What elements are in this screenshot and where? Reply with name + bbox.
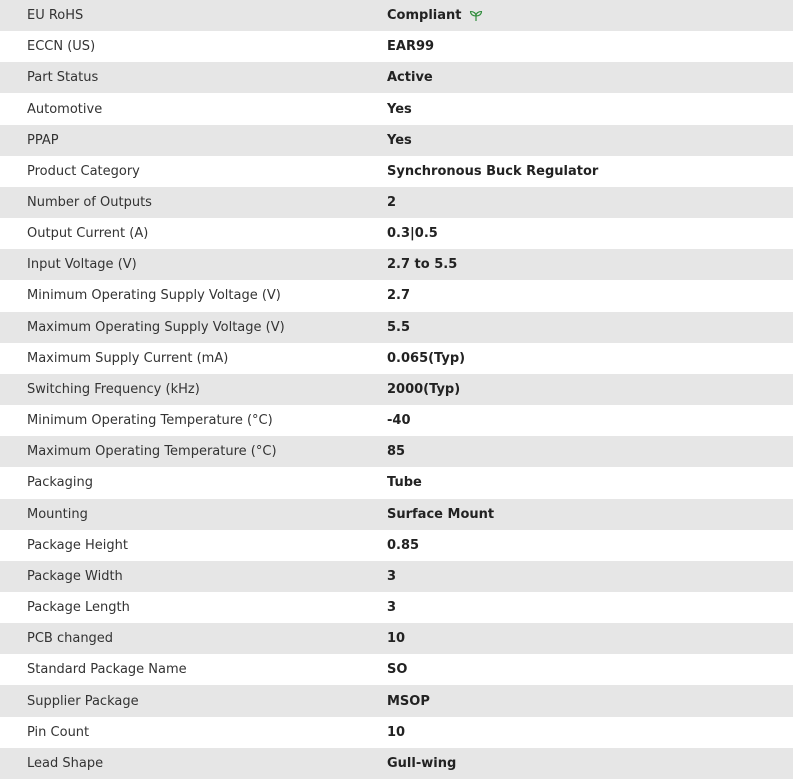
- spec-value: 2.7 to 5.5: [387, 257, 458, 273]
- spec-value: 2.7: [387, 288, 411, 304]
- spec-label: PPAP: [27, 132, 59, 148]
- spec-value: Synchronous Buck Regulator: [387, 163, 599, 179]
- spec-row-max-temperature: [0, 436, 793, 467]
- spec-row-mounting: [0, 499, 793, 530]
- spec-value: 2: [387, 195, 397, 211]
- spec-value-wrap: [387, 8, 793, 23]
- spec-row-ppap: [0, 125, 793, 156]
- spec-label: Supplier Package: [27, 693, 139, 709]
- spec-row-number-of-outputs: [0, 187, 793, 218]
- spec-row-automotive: [0, 93, 793, 124]
- spec-label: ECCN (US): [27, 39, 96, 55]
- spec-value: Surface Mount: [387, 506, 495, 522]
- spec-row-package-length: [0, 592, 793, 623]
- spec-label: Package Width: [27, 568, 123, 584]
- spec-row-max-supply-current: [0, 343, 793, 374]
- spec-value: MSOP: [387, 693, 430, 709]
- spec-row-lead-shape: [0, 748, 793, 779]
- spec-row-min-supply-voltage: [0, 280, 793, 311]
- spec-label: Product Category: [27, 163, 140, 179]
- spec-label: Package Length: [27, 600, 130, 616]
- spec-label: Packaging: [27, 475, 93, 491]
- spec-label: Output Current (A): [27, 226, 149, 242]
- spec-value: Tube: [387, 475, 422, 491]
- spec-value: Gull-wing: [387, 755, 457, 771]
- spec-row-pin-count: [0, 717, 793, 748]
- leaf-icon: [469, 10, 483, 22]
- spec-row-part-status: [0, 62, 793, 93]
- spec-value: 3: [387, 568, 397, 584]
- spec-label: Maximum Operating Temperature (°C): [27, 444, 277, 460]
- spec-row-supplier-package: [0, 685, 793, 716]
- spec-value: Yes: [387, 101, 412, 117]
- spec-label: Automotive: [27, 101, 103, 117]
- spec-label: Number of Outputs: [27, 195, 152, 211]
- spec-value: 0.85: [387, 537, 420, 553]
- spec-label: Maximum Operating Supply Voltage (V): [27, 319, 285, 335]
- spec-value: 2000(Typ): [387, 381, 461, 397]
- spec-label: Part Status: [27, 70, 99, 86]
- spec-row-switching-frequency: [0, 374, 793, 405]
- spec-row-min-temperature: [0, 405, 793, 436]
- spec-row-input-voltage: [0, 249, 793, 280]
- spec-value: 0.065(Typ): [387, 350, 466, 366]
- spec-row-standard-package-name: [0, 654, 793, 685]
- spec-row-packaging: [0, 467, 793, 498]
- spec-value: 10: [387, 631, 406, 647]
- spec-value: EAR99: [387, 39, 435, 55]
- spec-label: Switching Frequency (kHz): [27, 381, 200, 397]
- spec-label: Minimum Operating Temperature (°C): [27, 413, 273, 429]
- spec-value: 10: [387, 724, 406, 740]
- spec-row-pcb-changed: [0, 623, 793, 654]
- spec-row-eccn: [0, 31, 793, 62]
- spec-label: PCB changed: [27, 631, 114, 647]
- spec-label: Package Height: [27, 537, 128, 553]
- spec-label: Input Voltage (V): [27, 257, 137, 273]
- spec-row-max-supply-voltage: [0, 312, 793, 343]
- spec-row-package-width: [0, 561, 793, 592]
- spec-value: Compliant: [387, 8, 462, 24]
- spec-label: Lead Shape: [27, 755, 104, 771]
- spec-label: Mounting: [27, 506, 88, 522]
- spec-row-output-current: [0, 218, 793, 249]
- spec-value: Active: [387, 70, 433, 86]
- spec-value: 0.3|0.5: [387, 226, 438, 242]
- spec-label: EU RoHS: [27, 8, 84, 24]
- spec-label: Maximum Supply Current (mA): [27, 350, 229, 366]
- spec-value: SO: [387, 662, 408, 678]
- spec-row-eu-rohs: [0, 0, 793, 31]
- spec-value: Yes: [387, 132, 412, 148]
- spec-label: Pin Count: [27, 724, 90, 740]
- spec-label: Standard Package Name: [27, 662, 187, 678]
- spec-value: 5.5: [387, 319, 411, 335]
- spec-value: -40: [387, 413, 411, 429]
- spec-row-package-height: [0, 530, 793, 561]
- spec-value: 85: [387, 444, 406, 460]
- spec-label: Minimum Operating Supply Voltage (V): [27, 288, 281, 304]
- spec-row-product-category: [0, 156, 793, 187]
- spec-value: 3: [387, 600, 397, 616]
